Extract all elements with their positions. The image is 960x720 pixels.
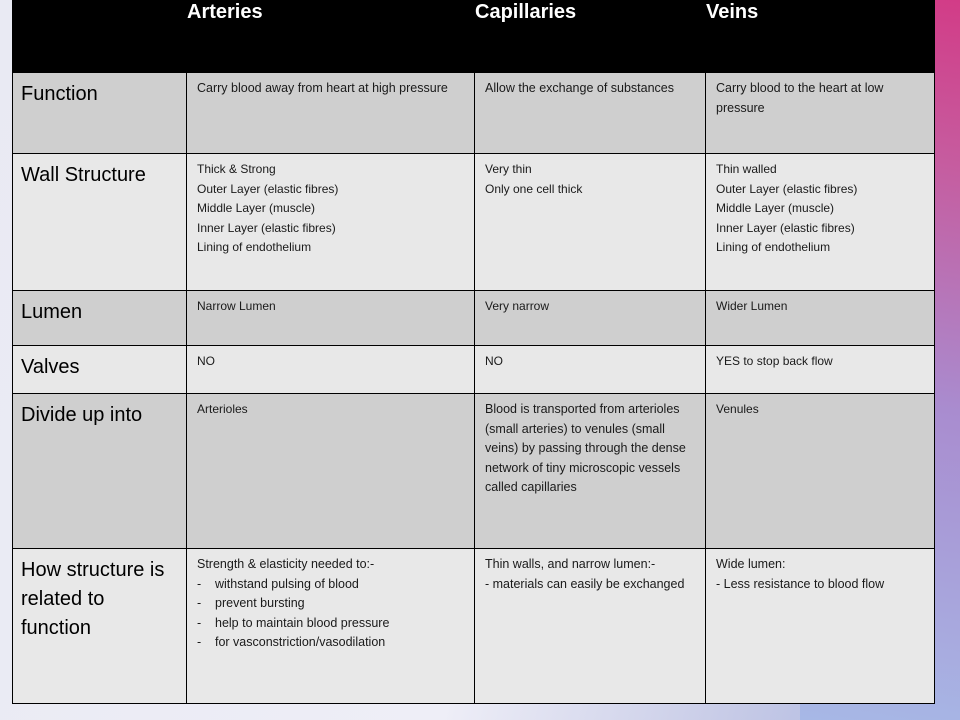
wall-veins-line: Inner Layer (elastic fibres) <box>716 220 855 235</box>
header-arteries: Arteries <box>187 1 475 73</box>
cell-valves-arteries: NO <box>187 346 475 394</box>
cell-wall-arteries <box>187 154 475 291</box>
structure-veins-line: - Less resistance to blood flow <box>716 576 885 591</box>
row-label-lumen: Lumen <box>13 291 187 346</box>
wall-veins-line: Lining of endothelium <box>716 240 831 254</box>
structure-capillaries-line: - materials can easily be exchanged <box>485 576 685 591</box>
structure-arteries-bullet <box>197 575 466 595</box>
table-row-structure-function <box>13 549 935 704</box>
wall-arteries-line: Thick & Strong <box>197 162 276 176</box>
header-veins: Veins <box>706 1 935 73</box>
structure-veins-line: Wide lumen: <box>716 557 786 571</box>
wall-veins-line: Outer Layer (elastic fibres) <box>716 181 858 196</box>
table-row-divide <box>13 394 935 549</box>
bullet-dash: - <box>197 596 202 610</box>
bullet-text: prevent bursting <box>215 596 305 610</box>
cell-lumen-veins: Wider Lumen <box>706 291 935 346</box>
cell-divide-arteries: Arterioles <box>187 394 475 549</box>
cell-divide-veins: Venules <box>706 394 935 549</box>
cell-function-arteries: Carry blood away from heart at high pressure <box>187 73 475 154</box>
bullet-dash: - <box>197 635 202 649</box>
wall-veins-line: Middle Layer (muscle) <box>716 201 835 215</box>
header-corner-cell <box>13 1 187 73</box>
cell-structure-arteries <box>187 549 475 704</box>
table-row-function <box>13 73 935 154</box>
cell-function-capillaries: Allow the exchange of substances <box>475 73 706 154</box>
table-row-wall-structure <box>13 154 935 291</box>
bullet-text: for vasconstriction/vasodilation <box>215 635 386 649</box>
row-label-function: Function <box>13 73 187 154</box>
cell-lumen-capillaries: Very narrow <box>475 291 706 346</box>
row-label-divide: Divide up into <box>13 394 187 549</box>
wall-capillaries-line: Very thin <box>485 162 532 176</box>
cell-valves-veins: YES to stop back flow <box>706 346 935 394</box>
wall-arteries-line: Outer Layer (elastic fibres) <box>197 181 339 196</box>
cell-function-veins: Carry blood to the heart at low pressure <box>706 73 935 154</box>
bullet-dash: - <box>197 576 202 591</box>
cell-structure-capillaries <box>475 549 706 704</box>
header-row <box>13 1 935 73</box>
structure-arteries-bullet <box>197 594 466 614</box>
wall-arteries-line: Lining of endothelium <box>197 240 312 254</box>
wall-arteries-line: Inner Layer (elastic fibres) <box>197 220 336 235</box>
structure-arteries-bullet <box>197 633 466 653</box>
row-label-structure-function: How structure is related to function <box>13 549 187 704</box>
table-row-lumen <box>13 291 935 346</box>
structure-arteries-intro: Strength & elasticity needed to:- <box>197 557 375 571</box>
bullet-dash: - <box>197 615 202 630</box>
structure-capillaries-line: Thin walls, and narrow lumen:- <box>485 557 656 571</box>
row-label-wall-structure: Wall Structure <box>13 154 187 291</box>
cell-divide-capillaries: Blood is transported from arterioles (small arteries) to venules (small veins) by passing through the dense network of tiny microscopic vessels called capillaries <box>475 394 706 549</box>
bullet-text: help to maintain blood pressure <box>215 615 390 630</box>
row-label-valves: Valves <box>13 346 187 394</box>
cell-lumen-arteries: Narrow Lumen <box>187 291 475 346</box>
table-row-valves <box>13 346 935 394</box>
bullet-text: withstand pulsing of blood <box>215 576 359 591</box>
wall-arteries-line: Middle Layer (muscle) <box>197 201 316 215</box>
cell-wall-capillaries <box>475 154 706 291</box>
structure-arteries-bullet <box>197 614 466 634</box>
wall-veins-line: Thin walled <box>716 162 777 176</box>
cell-structure-veins <box>706 549 935 704</box>
wall-capillaries-line: Only one cell thick <box>485 181 583 196</box>
cell-wall-veins <box>706 154 935 291</box>
comparison-table <box>12 0 935 704</box>
header-capillaries: Capillaries <box>475 1 706 73</box>
cell-valves-capillaries: NO <box>475 346 706 394</box>
